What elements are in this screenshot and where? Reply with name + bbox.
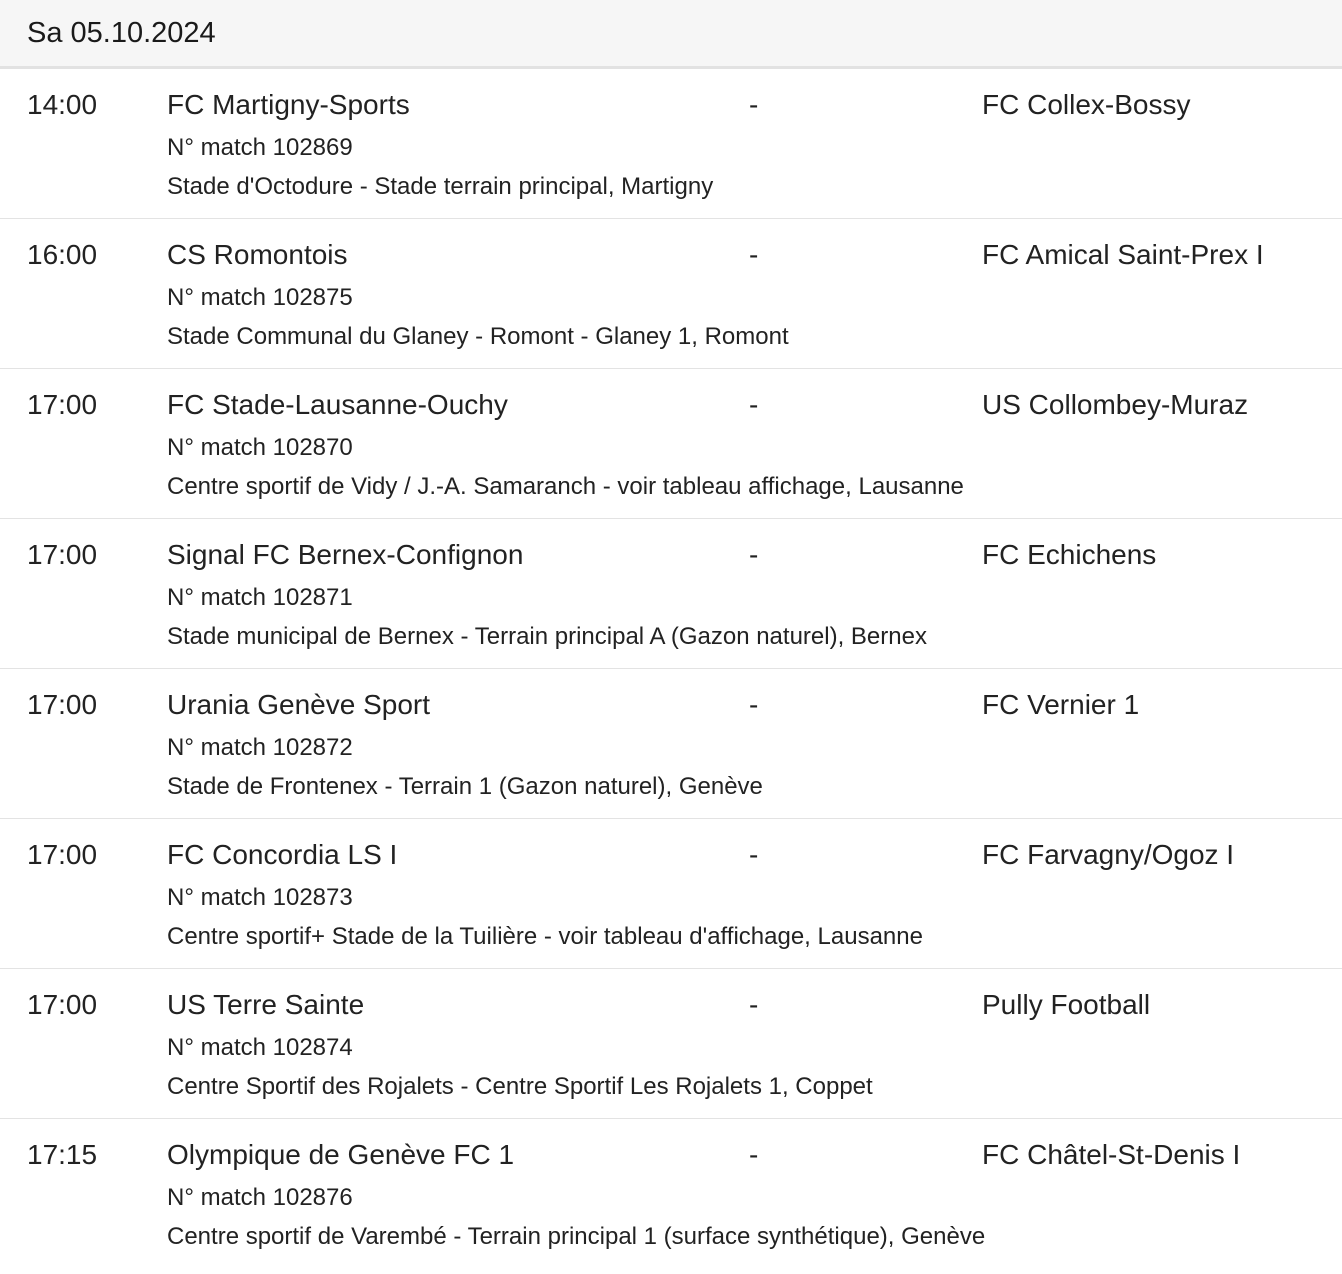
score-separator: - [749,89,759,120]
match-row[interactable] [0,669,1342,819]
match-venue: Centre sportif+ Stade de la Tuilière - voir tableau d'affichage, Lausanne [167,923,923,950]
match-venue: Centre Sportif des Rojalets - Centre Sportif Les Rojalets 1, Coppet [167,1073,873,1100]
match-number: N° match 102874 [167,1034,353,1061]
match-venue: Stade de Frontenex - Terrain 1 (Gazon naturel), Genève [167,773,763,800]
home-team[interactable]: CS Romontois [167,239,348,270]
score-separator: - [749,239,759,270]
away-team[interactable]: FC Echichens [982,539,1157,570]
home-team[interactable]: Signal FC Bernex-Confignon [167,539,524,570]
match-number: N° match 102875 [167,284,353,311]
match-time: 14:00 [27,89,98,120]
match-time: 17:00 [27,989,98,1020]
away-team[interactable]: FC Collex-Bossy [982,89,1191,120]
home-team[interactable]: Olympique de Genève FC 1 [167,1139,515,1170]
match-row[interactable] [0,69,1342,219]
match-number: N° match 102872 [167,734,353,761]
score-separator: - [749,1139,759,1170]
match-venue: Stade d'Octodure - Stade terrain principal, Martigny [167,173,714,200]
match-time: 17:00 [27,689,98,720]
match-venue: Centre sportif de Varembé - Terrain principal 1 (surface synthétique), Genève [167,1223,986,1250]
match-number: N° match 102876 [167,1184,353,1211]
away-team[interactable]: Pully Football [982,989,1151,1020]
match-row[interactable] [0,369,1342,519]
home-team[interactable]: FC Stade-Lausanne-Ouchy [167,389,508,420]
match-number: N° match 102873 [167,884,353,911]
match-number: N° match 102869 [167,134,353,161]
match-time: 17:00 [27,839,98,870]
home-team[interactable]: FC Concordia LS I [167,839,398,870]
score-separator: - [749,689,759,720]
match-row[interactable] [0,219,1342,369]
match-number: N° match 102871 [167,584,353,611]
score-separator: - [749,389,759,420]
home-team[interactable]: FC Martigny-Sports [167,89,410,120]
away-team[interactable]: US Collombey-Muraz [982,389,1249,420]
match-venue: Stade Communal du Glaney - Romont - Glaney 1, Romont [167,323,789,350]
match-venue: Stade municipal de Bernex - Terrain principal A (Gazon naturel), Bernex [167,623,927,650]
match-row[interactable] [0,969,1342,1119]
match-row[interactable] [0,1119,1342,1269]
home-team[interactable]: US Terre Sainte [167,989,365,1020]
day-label: Sa 05.10.2024 [27,16,216,49]
match-list [0,69,1342,1269]
away-team[interactable]: FC Farvagny/Ogoz I [982,839,1235,870]
match-time: 17:00 [27,539,98,570]
match-row[interactable] [0,519,1342,669]
away-team[interactable]: FC Vernier 1 [982,689,1140,720]
score-separator: - [749,539,759,570]
home-team[interactable]: Urania Genève Sport [167,689,431,720]
match-row[interactable] [0,819,1342,969]
match-time: 17:00 [27,389,98,420]
match-venue: Centre sportif de Vidy / J.-A. Samaranch - voir tableau affichage, Lausanne [167,473,964,500]
away-team[interactable]: FC Châtel-St-Denis I [982,1139,1241,1170]
match-time: 17:15 [27,1139,98,1170]
away-team[interactable]: FC Amical Saint-Prex I [982,239,1264,270]
score-separator: - [749,839,759,870]
match-time: 16:00 [27,239,98,270]
match-number: N° match 102870 [167,434,353,461]
score-separator: - [749,989,759,1020]
day-header [0,0,1342,69]
